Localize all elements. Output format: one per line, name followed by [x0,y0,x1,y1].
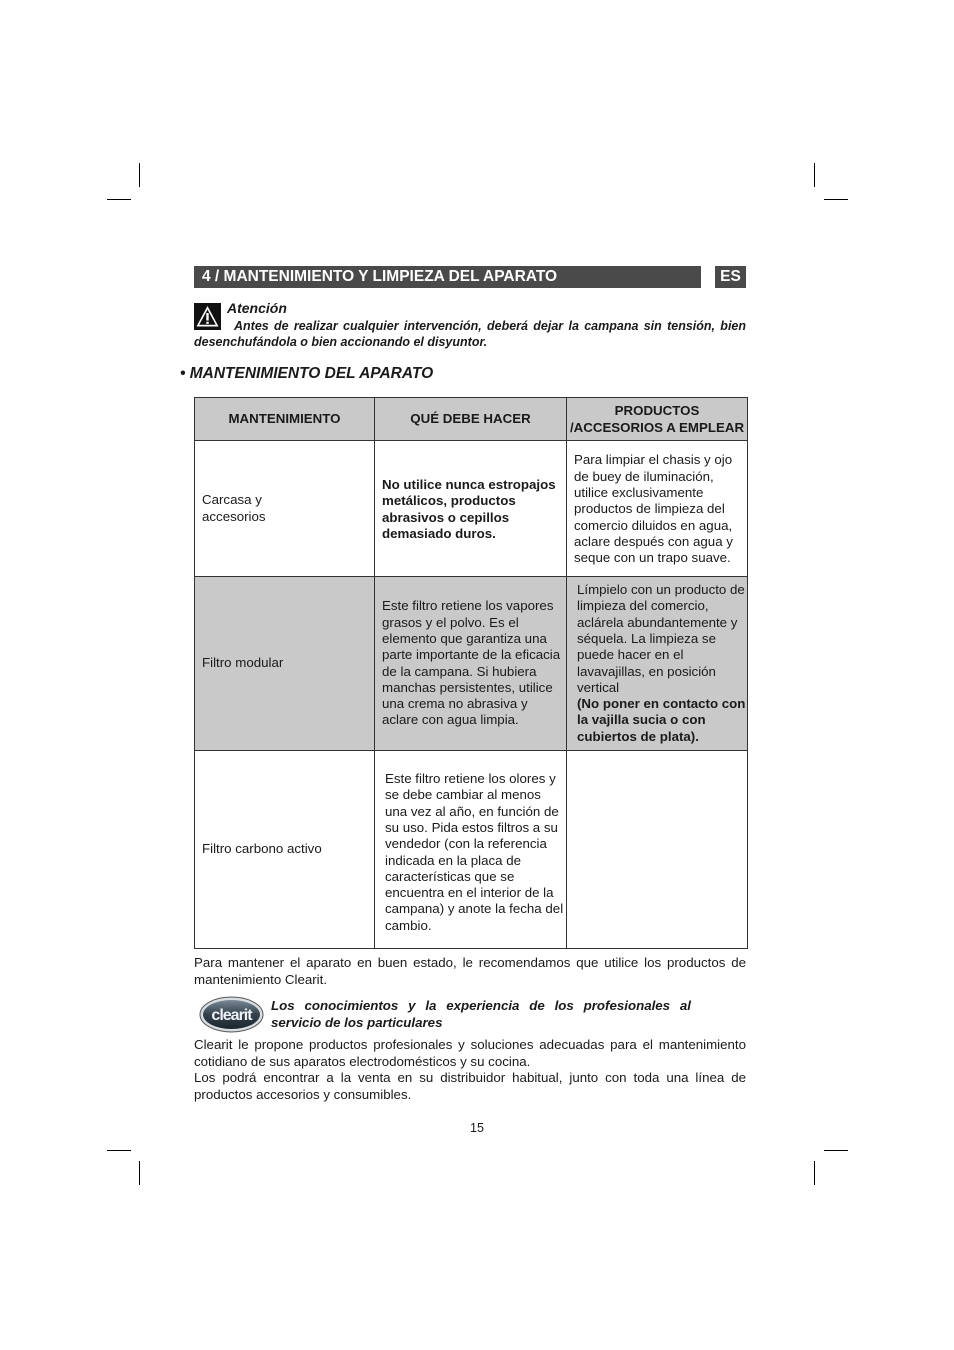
column-header: PRODUCTOS /ACCESORIOS A EMPLEAR [567,398,748,441]
clearit-logo [199,996,264,1033]
row-action: No utilice nunca estropajos metálicos, productos abrasivos o cepillos demasiado duros. [375,441,567,577]
crop-mark [824,199,848,200]
crop-mark [139,1161,140,1185]
row-products [567,751,748,949]
table-row [195,577,748,751]
crop-mark [824,1150,848,1151]
section-title: • MANTENIMIENTO DEL APARATO [180,365,434,382]
row-item: Carcasa y accesorios [195,441,375,577]
warning-title: Atención [227,300,287,316]
crop-mark [814,163,815,187]
section-header: 4 / MANTENIMIENTO Y LIMPIEZA DEL APARATO [194,266,701,288]
row-action [375,577,567,751]
crop-mark [139,163,140,187]
language-badge: ES [715,266,746,288]
column-header: QUÉ DEBE HACER [375,398,567,441]
clearit-logo-text: clearit [211,1007,252,1024]
table-row [195,441,748,577]
warning-text: Antes de realizar cualquier intervención, deberá dejar la campana sin tensión, bien desenchufándola o bien accionando el disyuntor. [194,319,746,349]
distribution-paragraph: Los podrá encontrar a la venta en su distribuidor habitual, junto con toda una línea de productos accesorios y consumibles. [194,1070,746,1102]
recommendation-paragraph: Para mantener el aparato en buen estado, le recomendamos que utilice los productos de mantenimiento Clearit. [194,955,746,987]
crop-mark [814,1161,815,1185]
row-products [567,577,748,751]
row-products: Para limpiar el chasis y ojo de buey de iluminación, utilice exclusivamente productos de limpieza del comercio diluidos en agua, aclare después con agua y seque con un trapo suave. [567,441,748,577]
maintenance-table [194,397,748,949]
row-action-text: Este filtro retiene los vapores grasos y el polvo. Es el elemento que garantiza una parte importante de la eficacia de la campana. Si hubiera manchas persistentes, utilice una crema no abrasiva y aclare con agua limpia. [382,598,561,728]
crop-mark [107,199,131,200]
row-item: Filtro carbono activo [195,751,375,949]
page-number: 15 [470,1121,484,1135]
clearit-paragraph: Clearit le propone productos profesionales y soluciones adecuadas para el mantenimiento cotidiano de sus aparatos electrodomésticos y su cocina. [194,1037,746,1069]
row-products-note: (No poner en contacto con la vajilla sucia o con cubiertos de plata). [577,696,746,744]
column-header: MANTENIMIENTO [195,398,375,441]
clearit-slogan: Los conocimientos y la experiencia de los profesionales al servicio de los particulares [271,998,691,1030]
row-products-text: Límpielo con un producto de limpieza del comercio, aclárela abundantemente y séquela. La limpieza se puede hacer en el lavavajillas, en posición vertical [577,582,745,695]
row-action: Este filtro retiene los olores y se debe cambiar al menos una vez al año, en función de su uso. Pida estos filtros a su vendedor (con la referencia indicada en la placa de características que se encuentra en el interior de la campana) y anote la fecha del cambio. [375,751,567,949]
crop-mark [107,1150,131,1151]
table-header-row [195,398,748,441]
row-item: Filtro modular [195,577,375,751]
table-row [195,751,748,949]
